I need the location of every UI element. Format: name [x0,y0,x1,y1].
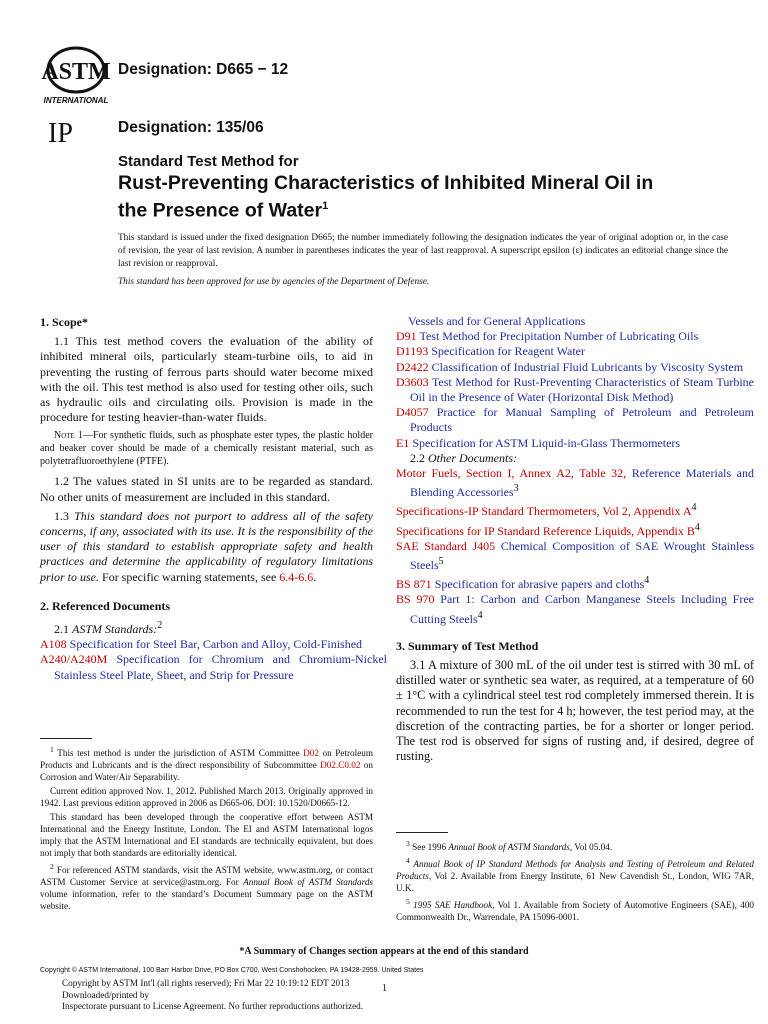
ref-code[interactable]: A240/A240M [40,652,108,667]
fn4-book-title: Annual Book of IP Standard Methods for Analysis and Testing of Petroleum and Related Products [396,859,754,882]
ref-code[interactable]: D2422 [396,359,429,374]
title-footnote-ref[interactable]: 1 [322,200,329,212]
footnote-2 [40,861,373,912]
fn3-marker: 3 [406,839,410,848]
ref-title[interactable]: Reference Materials and Blending Accessories [410,466,754,500]
ref-bs871 [396,573,754,592]
ref-code[interactable]: SAE Standard J405 [396,538,496,553]
svg-text:INTERNATIONAL: INTERNATIONAL [43,96,109,105]
footnote-rule [40,738,92,739]
ref-e1 [396,436,754,451]
ip-energy-institute-logo [46,118,94,148]
ref-d2422 [396,360,754,375]
right-column [396,314,754,764]
ref-code[interactable]: Specifications for IP Standard Reference Liquids, Appendix B [396,523,695,538]
footnote-ref[interactable]: 5 [438,556,444,568]
fn3-book-title: Annual Book of ASTM Standards [448,842,570,853]
ref-sae-j405 [396,539,754,573]
summary-of-changes-note: *A Summary of Changes section appears at the end of this standard [239,946,529,957]
edition-note: Current edition approved Nov. 1, 2012. Published March 2013. Originally approved in 1942. Last previous edition approved in 2006 as D665-06. DOI: 10.1520/D0665-12. [40,786,373,809]
fn3-text-b: , Vol 05.04. [569,842,613,853]
license-line-2: Downloaded/printed by [62,989,150,1000]
license-block [62,978,363,1013]
ref-title[interactable]: Classification of Industrial Fluid Lubricants by Viscosity System [431,359,744,374]
ref-code[interactable]: BS 871 [396,577,432,592]
footnote-1 [40,744,373,783]
ref-code[interactable]: A108 [40,637,67,652]
fn5-book-title: 1995 SAE Handbook [413,900,493,911]
ref-title[interactable]: Specification for Chromium and Chromium-Nickel Stainless Steel Plate, Sheet, and Strip for Pressure [54,652,387,682]
fn1-text-b: on Petroleum Products and Lubricants and is the direct responsibility of Subcommittee [40,748,374,771]
ref-a240 [40,652,387,682]
ref-title[interactable]: Specification for abrasive papers and cloths [434,577,645,592]
footnote-5 [396,896,754,923]
other-documents-text: Other Documents: [428,450,517,465]
fn1-text-a: This test method is under the jurisdiction of ASTM Committee [57,748,300,759]
footnote-ref[interactable]: 3 [513,483,519,495]
page-number: 1 [382,983,387,994]
astm-international-logo [40,45,112,107]
ref-title[interactable]: Specification for Steel Bar, Carbon and Alloy, Cold-Finished [69,637,363,652]
fn1-text-c: on Corrosion and Water/Air Separability. [40,760,374,783]
ref-title[interactable]: Specification for Reagent Water [431,344,585,359]
fn4-marker: 4 [406,856,410,866]
footnote-3 [396,838,754,853]
fn5-text-b: , Vol 1. Available from Society of Automotive Engineers (SAE), 400 Commonwealth Dr., Warrendale, PA 15096-0001. [396,900,755,923]
fn2-text-b: volume information, refer to the standard’s Document Summary page on the ASTM website. [40,889,373,912]
footnote-rule [396,832,448,833]
astm-standards-text: ASTM Standards: [72,622,158,637]
copyright-line: Copyright © ASTM International, 100 Barr Harbor Drive, PO Box C700, West Conshohocken, PA 19428-2959. United States [40,967,424,974]
scope-1-1: 1.1 This test method covers the evaluation of the ability of inhibited mineral oils, particularly steam-turbine oils, to aid in preventing the rusting of ferrous parts should water become mixed with the oil. This test method is also used for testing other oils, such as hydraulic oils and circulating oils. Provision is made in the procedure for testing heavier-than-water fluids. [40,334,373,425]
fn4-text-b: , Vol 2. Available from Energy Institute, 61 New Cavendish St., London, WIG 7AR, U.K. [396,871,754,894]
footnote-ref[interactable]: 4 [691,502,697,514]
referenced-documents-heading: 2. Referenced Documents [40,598,171,613]
ref-title[interactable]: Test Method for Rust-Preventing Characteristics of Steam Turbine Oil in the Presence of Water (Horizontal Disk Method) [410,374,754,405]
footnote-ref-2[interactable]: 2 [157,620,163,632]
ref-code[interactable]: D1193 [396,344,429,359]
ref-ip-liquids [396,520,754,539]
fn2-book-title: Annual Book of ASTM Standards [243,877,373,888]
ip-designation: Designation: 135/06 [118,119,264,136]
ref-code[interactable]: D91 [396,329,417,344]
ref-d3603 [396,375,754,405]
ref-code[interactable]: D4057 [396,405,429,420]
sub-2-2: 2.2 [410,450,425,465]
title-prefix: Standard Test Method for [118,153,299,170]
scope-1-3-end: . [313,569,317,584]
left-column [40,315,387,683]
fn2-marker: 2 [50,862,54,872]
astm-designation: Designation: D665 − 12 [118,61,289,78]
ref-code[interactable]: E1 [396,435,410,450]
title-text: Rust-Preventing Characteristics of Inhibited Mineral Oil in the Presence of Water [118,172,654,222]
ref-title[interactable]: Practice for Manual Sampling of Petroleum and Petroleum Products [410,405,755,435]
left-footnotes [40,744,373,914]
summary-3-1: 3.1 A mixture of 300 mL of the oil under test is stirred with 30 mL of distilled water or synthetic sea water, as required, at a temperature of 60 ± 1°C with a cylindrical steel test rod completely immersed therein. It is recommended to run the test for 4 h; however, the test period may, at the discretion of the contracting parties, be for a shorter or longer period. The test rod is observed for signs of rusting and, if desired, degree of rusting. [396,658,754,764]
svg-text:IP: IP [48,118,73,148]
warning-ref-text: For specific warning statements, see [102,569,277,584]
document-title [118,172,678,223]
ref-motor-fuels [396,466,754,500]
license-line-1: Copyright by ASTM Int'l (all rights reserved); Fri Mar 22 10:19:12 EDT 2013 [62,978,350,988]
ref-title[interactable]: Specification for ASTM Liquid-in-Glass Thermometers [412,435,681,450]
dod-approval: This standard has been approved for use by agencies of the Department of Defense. [118,277,430,287]
ref-title[interactable]: Test Method for Precipitation Number of Lubricating Oils [419,329,699,344]
ref-code[interactable]: D3603 [396,374,429,389]
fn1-marker: 1 [50,745,54,754]
sub-2-1: 2.1 [54,622,69,637]
fn5-marker: 5 [406,897,410,907]
ref-title[interactable]: Part 1: Carbon and Carbon Manganese Steels Including Free Cutting Steels [410,592,754,626]
ref-d1193 [396,344,754,359]
other-documents-label [396,451,754,466]
ref-a240-cont [396,314,754,329]
safety-statement: This standard does not purport to address all of the safety concerns, if any, associated with its use. It is the responsibility of the user of this standard to establish appropriate safety and health practices and determine the applicability of regulatory limitations prior to use. [40,508,373,584]
right-footnotes [396,838,754,925]
ref-code[interactable]: Motor Fuels, Section I, Annex A2, Table 32, [396,466,627,481]
note-text: —For synthetic fluids, such as phosphate ester types, the plastic holder and beaker cover should be made of a chemically resistant material, such as polytetrafluoroethylene (PTFE). [40,430,373,468]
scope-heading: 1. Scope* [40,315,88,329]
scope-1-3 [40,509,373,585]
fn3-text-a: See 1996 [412,842,447,853]
ref-d4057 [396,405,754,435]
ref-bs970 [396,592,754,626]
ref-title[interactable]: Chemical Composition of SAE Wrought Stainless Steels [410,538,754,573]
note-label: Note 1 [54,430,83,442]
ref-code[interactable]: Specifications-IP Standard Thermometers, Vol 2, Appendix A [396,504,692,519]
footnote-4 [396,855,754,894]
svg-text:ASTM: ASTM [41,59,111,85]
license-line-3: Inspectorate pursuant to License Agreement. No further reproductions authorized. [62,1001,364,1011]
committee-d02-link[interactable]: D02 [303,748,319,759]
fn2-text-a: For referenced ASTM standards, visit the ASTM website, www.astm.org, or contact ASTM Customer Service at service@astm.org. For [40,865,374,888]
warning-section-link[interactable]: 6.4-6.6 [279,569,314,584]
ref-title-continued[interactable]: Vessels and for General Applications [408,314,586,328]
subcommittee-link[interactable]: D02.C0.02 [320,760,361,771]
scope-1-3-num: 1.3 [54,508,69,523]
ref-d91 [396,329,754,344]
ref-code[interactable]: BS 970 [396,592,435,607]
note-1 [40,429,373,468]
footnote-ref[interactable]: 4 [644,575,650,587]
scope-1-2: 1.2 The values stated in SI units are to be regarded as standard. No other units of measurement are included in this standard. [40,474,373,504]
summary-heading: 3. Summary of Test Method [396,638,539,653]
cooperative-note: This standard has been developed through the cooperative effort between ASTM International and the Energy Institute, London. The EI and ASTM International logos imply that the ASTM International and EI standards are technically equivalent, but does not imply that both standards are editorially identical. [40,812,373,859]
astm-standards-label [40,618,373,637]
footnote-ref[interactable]: 4 [694,521,700,533]
issuance-notice: This standard is issued under the fixed designation D665; the number immediately following the designation indicates the year of original adoption or, in the case of revision, the year of last revision. A number in parentheses indicates the year of last reapproval. A superscript epsilon (ε) indicates an editorial change since the last revision or reapproval. [118,233,728,269]
ref-a108 [40,637,373,652]
footnote-ref[interactable]: 4 [477,609,483,621]
ref-ip-thermometers [396,500,754,519]
